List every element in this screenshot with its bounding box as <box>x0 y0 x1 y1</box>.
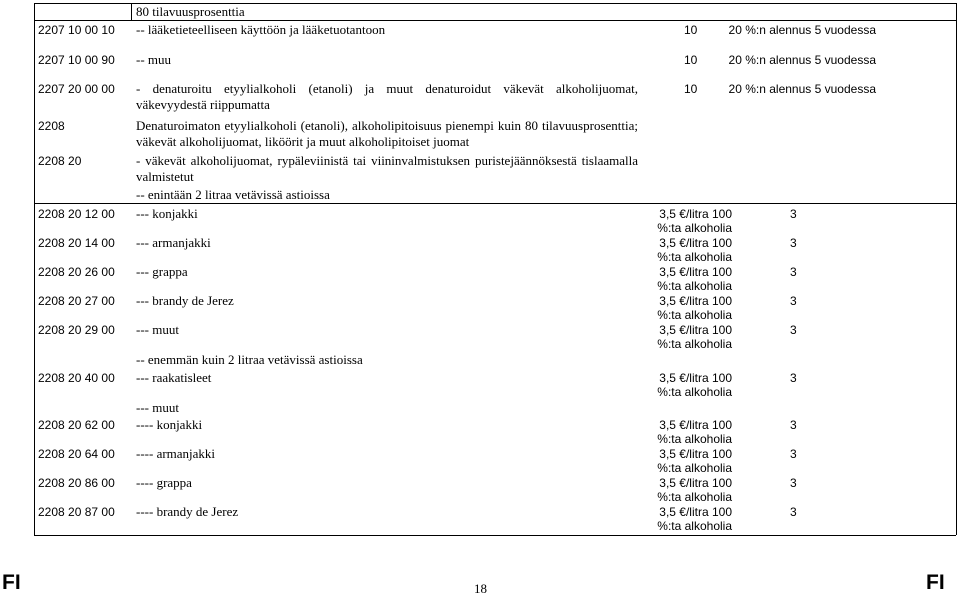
duty-rate: 3,5 €/litra 100 %:ta alkoholia <box>657 447 732 475</box>
staging-category: 3 <box>790 236 797 250</box>
staging-category: 3 <box>790 294 797 308</box>
table-border-right <box>956 3 957 535</box>
staging-category: 3 <box>790 447 797 461</box>
tariff-code: 2207 10 00 10 <box>38 23 115 37</box>
tariff-code: 2207 10 00 90 <box>38 53 115 67</box>
staging-note: 20 %:n alennus 5 vuodessa <box>728 82 876 96</box>
staging-category: 3 <box>790 323 797 337</box>
base-rate: 10 <box>684 82 698 96</box>
table-row-description: --- grappa <box>136 264 188 279</box>
table-row-description: -- lääketieteelliseen käyttöön ja lääketuotantoon <box>136 22 386 37</box>
footer-language-mark-right: FI <box>926 571 945 594</box>
table-row-description: -- enintään 2 litraa vetävissä astioissa <box>136 187 330 202</box>
tariff-code: 2208 20 62 00 <box>38 418 115 432</box>
staging-category: 3 <box>790 476 797 490</box>
table-row-description: 80 tilavuusprosenttia <box>136 4 245 19</box>
table-row-description: - väkevät alkoholijuomat, rypäleviinistä tai viininvalmistuksen puristejäännöksestä tislaamalla valmistetut <box>136 153 638 184</box>
page-number: 18 <box>474 581 487 596</box>
staging-category: 3 <box>790 371 797 385</box>
staging-note: 20 %:n alennus 5 vuodessa <box>728 23 876 37</box>
duty-rate: 3,5 €/litra 100 %:ta alkoholia <box>657 236 732 264</box>
staging-category: 3 <box>790 265 797 279</box>
duty-rate: 3,5 €/litra 100 %:ta alkoholia <box>657 323 732 351</box>
row-separator <box>34 203 956 204</box>
duty-rate: 3,5 €/litra 100 %:ta alkoholia <box>657 505 732 533</box>
tariff-code: 2208 20 12 00 <box>38 207 115 221</box>
table-row-description: ---- grappa <box>136 475 192 490</box>
staging-note: 20 %:n alennus 5 vuodessa <box>728 53 876 67</box>
tariff-code: 2208 20 40 00 <box>38 371 115 385</box>
table-row-description: ---- konjakki <box>136 417 203 432</box>
table-row-description: -- muu <box>136 52 172 67</box>
tariff-code: 2208 20 26 00 <box>38 265 115 279</box>
duty-rate: 3,5 €/litra 100 %:ta alkoholia <box>657 294 732 322</box>
table-row-description: --- armanjakki <box>136 235 211 250</box>
duty-rate: 3,5 €/litra 100 %:ta alkoholia <box>657 371 732 399</box>
table-row-description: ---- armanjakki <box>136 446 216 461</box>
duty-rate: 3,5 €/litra 100 %:ta alkoholia <box>657 418 732 446</box>
base-rate: 10 <box>684 53 698 67</box>
table-row-description: --- konjakki <box>136 206 198 221</box>
tariff-code: 2208 20 14 00 <box>38 236 115 250</box>
duty-rate: 3,5 €/litra 100 %:ta alkoholia <box>657 207 732 235</box>
tariff-code: 2208 20 86 00 <box>38 476 115 490</box>
duty-rate: 3,5 €/litra 100 %:ta alkoholia <box>657 476 732 504</box>
tariff-code: 2208 20 <box>38 154 82 168</box>
table-row-description: ---- brandy de Jerez <box>136 504 239 519</box>
tariff-code: 2208 20 29 00 <box>38 323 115 337</box>
table-border-left <box>34 3 35 535</box>
staging-category: 3 <box>790 418 797 432</box>
table-row-description: - denaturoitu etyylialkoholi (etanoli) ja muut denaturoidut väkevät alkoholijuomat, väkevyydestä riippumatta <box>136 81 638 112</box>
table-row-description: --- muut <box>136 322 179 337</box>
staging-category: 3 <box>790 505 797 519</box>
table-row-description: Denaturoimaton etyylialkoholi (etanoli), alkoholipitoisuus pienempi kuin 80 tilavuusprosenttia; väkevät alkoholijuomat, liköörit ja muut alkoholipitoiset juomat <box>136 118 638 149</box>
tariff-code: 2208 <box>38 119 65 133</box>
tariff-code: 2208 20 87 00 <box>38 505 115 519</box>
tariff-code: 2208 20 27 00 <box>38 294 115 308</box>
row-separator <box>34 20 956 21</box>
tariff-code: 2207 20 00 00 <box>38 82 115 96</box>
base-rate: 10 <box>684 23 698 37</box>
code-column-divider <box>131 3 132 20</box>
footer-language-mark-left: FI <box>2 571 21 594</box>
table-border-bottom <box>34 535 956 536</box>
table-row-description: --- muut <box>136 400 179 415</box>
tariff-code: 2208 20 64 00 <box>38 447 115 461</box>
table-row-description: --- brandy de Jerez <box>136 293 234 308</box>
duty-rate: 3,5 €/litra 100 %:ta alkoholia <box>657 265 732 293</box>
table-row-description: --- raakatisleet <box>136 370 212 385</box>
table-row-description: -- enemmän kuin 2 litraa vetävissä astioissa <box>136 352 363 367</box>
staging-category: 3 <box>790 207 797 221</box>
